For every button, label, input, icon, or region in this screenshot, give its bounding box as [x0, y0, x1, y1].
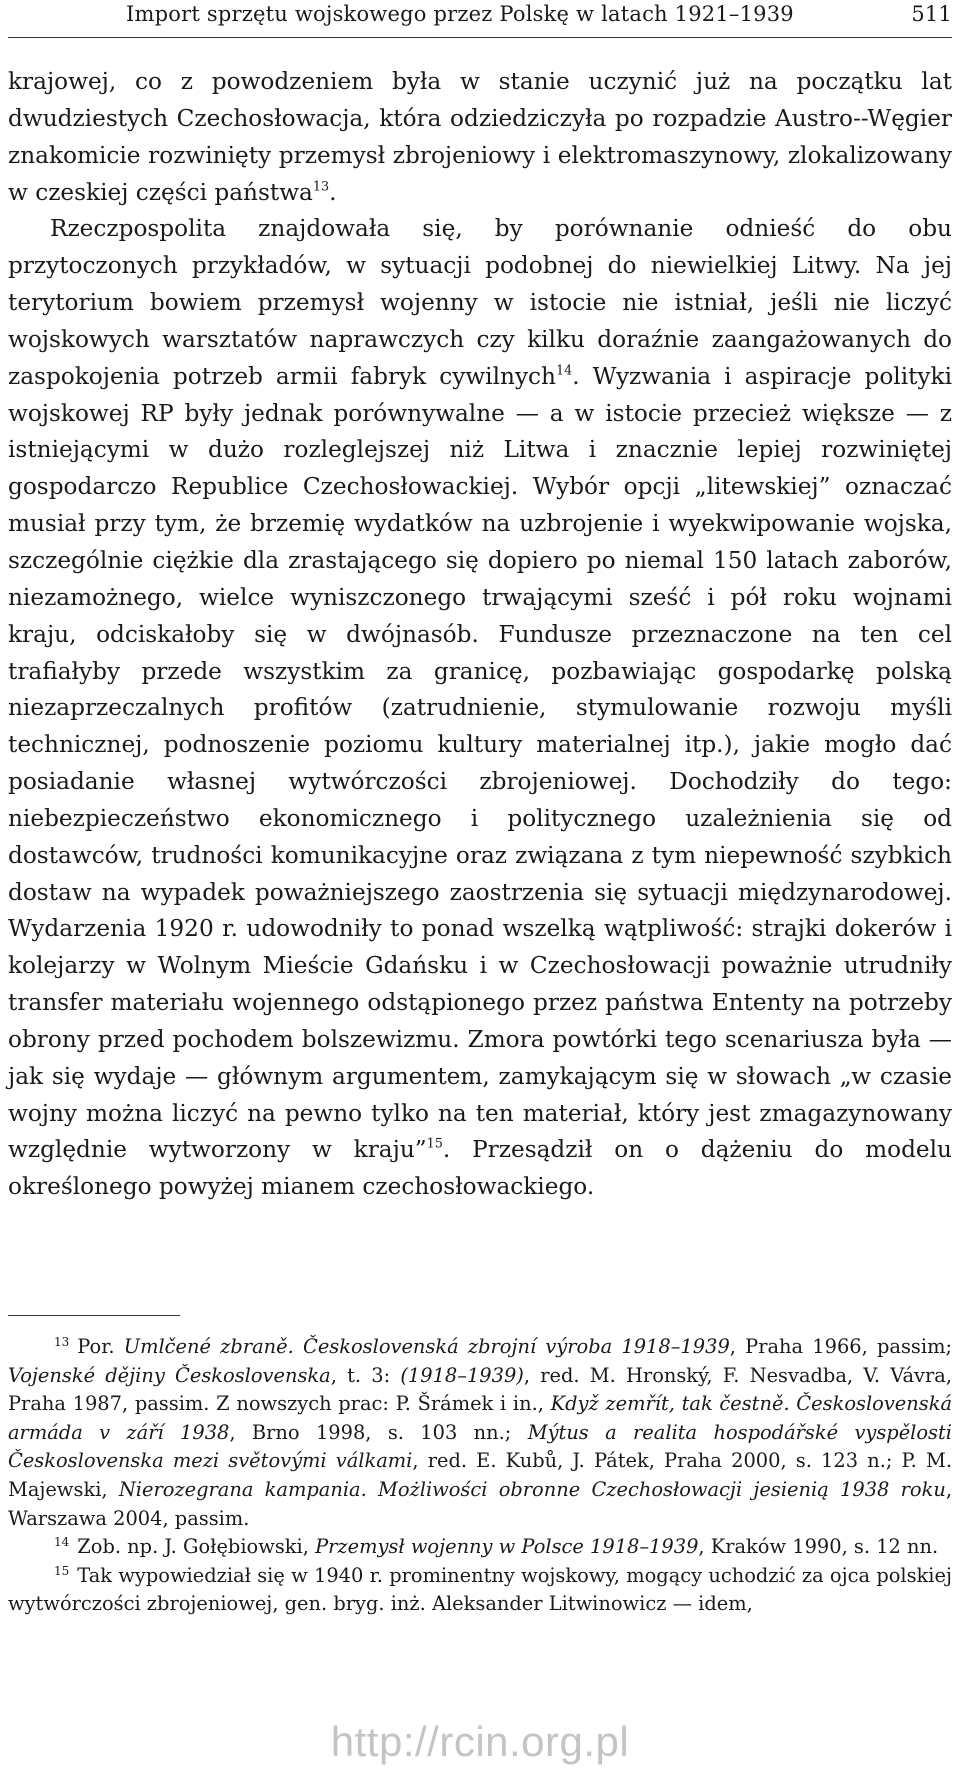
paragraph-1-tail: .: [329, 178, 337, 206]
footnote-13: [8, 1333, 952, 1533]
watermark-url: http://rcin.org.pl: [330, 1718, 630, 1765]
footnote-title: Když zemřít, tak čestně. Československá armáda v září 1938: [8, 1392, 952, 1444]
footnote-14: [8, 1533, 952, 1562]
footnote-text: , red. E. Kubů, J. Pátek, Praha 2000, s. 123 n.; P. M. Majewski,: [8, 1449, 952, 1501]
paragraph-2-segment-3: . Przesądził on o dążeniu do modelu określonego powyżej mianem czechosłowackiego.: [8, 1136, 952, 1201]
footnote-text: , red. M. Hronský, F. Nesvadba, V. Vávra, Praha 1987, passim. Z nowszych prac: P. Šrámek i in.,: [8, 1363, 952, 1416]
page-number: 511: [911, 2, 952, 26]
footnote-title: Nierozegrana kampania. Możliwości obronne Czechosłowacji jesienią 1938 roku: [118, 1477, 946, 1501]
footnote-15: [8, 1562, 952, 1619]
footnote-title: Przemysł wojenny w Polsce 1918–1939: [315, 1535, 699, 1559]
footnote-number: 13: [54, 1334, 70, 1349]
footnote-title: Umlčené zbraně. Československá zbrojní výroba 1918–1939: [123, 1335, 730, 1358]
footnote-text: , t. 3:: [330, 1363, 401, 1387]
footnote-text: , Brno 1998, s. 103 nn.;: [229, 1420, 528, 1444]
paragraph-2: [8, 211, 952, 1206]
paragraph-2-segment-2: . Wyzwania i aspiracje polityki wojskowej RP były jednak porównywalne — a w istocie przecież większe — z istniejącymi w dużo rozleglejszej niż Litwa i znacznie lepiej rozwiniętej gospodarczo Republice Czechosłowackiej. Wybór opcji „litewskiej” oznaczać musiał przy tym, że brzemię wydatków na uzbrojenie i wyekwipowanie wojska, szczególnie ciężkie dla zrastającego się dopiero po niemal 150 latach zaborów, niezamożnego, wielce wyniszczonego trwającymi sześć i pół roku wojnami kraju, odciskałoby się w dwójnasób. Fundusze przeznaczone na ten cel trafiałyby przede wszystkim za granicę, pozbawiając gospodarkę polską niezaprzeczalnych profitów (zatrudnienie, stymulowanie rozwoju myśli technicznej, podnoszenie poziomu kultury materialnej itp.), jakie mogło dać posiadanie własnej wytwórczości zbrojeniowej. Dochodziły do tego: niebezpieczeństwo ekonomicznego i politycznego uzależnienia się od dostawców, trudności komunikacyjne oraz związana z tym niepewność szybkich dostaw na wypadek poważniejszego zaostrzenia się sytuacji międzynarodowej. Wydarzenia 1920 r. udowodniły to ponad wszelką wątpliwość: strajki dokerów i kolejarzy w Wolnym Mieście Gdańsku i w Czechosłowacji poważnie utrudniły transfer materiału wojennego odstąpionego przez państwa Ententy na potrzeby obrony przed pochodem bolszewizmu. Zmora powtórki tego scenariusza była — jak się wydaje — głównym argumentem, zamykającym się w słowach „w czasie wojny można liczyć na pewno tylko na ten materiał, który jest zmagazynowany względnie wytworzony w kraju”: [8, 362, 952, 1164]
footnote-text: , Warszawa 2004, passim.: [8, 1477, 952, 1530]
footnote-number: 14: [54, 1534, 70, 1549]
footnote-number: 15: [54, 1563, 70, 1578]
paragraph-1: [8, 64, 952, 211]
footnote-text: Zob. np. J. Gołębiowski,: [77, 1535, 316, 1559]
main-text: [8, 64, 952, 1206]
running-title: Import sprzętu wojskowego przez Polskę w latach 1921–1939: [126, 2, 794, 26]
footnote-text: Tak wypowiedział się w 1940 r. prominentny wojskowy, mogący uchodzić za ojca polskiej wytwórczości zbrojeniowej, gen. bryg. inż. Aleksander Litwinowicz — idem,: [8, 1563, 952, 1616]
footnote-ref-15[interactable]: 15: [426, 1136, 443, 1152]
header-rule: [8, 37, 952, 38]
footnote-ref-13[interactable]: 13: [312, 178, 330, 194]
footnote-separator: [8, 1315, 180, 1316]
footnote-text: , Kraków 1990, s. 12 nn.: [698, 1535, 939, 1559]
footnotes: [8, 1333, 952, 1619]
footnote-text: Por.: [77, 1335, 124, 1358]
paragraph-1-text: krajowej, co z powodzeniem była w stanie uczynić już na początku lat dwudziestych Czechosłowacja, która odziedziczyła po rozpadzie Austro--Węgier znakomicie rozwinięty przemysł zbrojeniowy i elektromaszynowy, zlokalizowany w czeskiej części państwa: [8, 68, 952, 206]
footnote-title: (1918–1939): [400, 1363, 524, 1387]
footnote-title: Mýtus a realita hospodářské vyspělosti Československa mezi světovými válkami: [8, 1420, 953, 1473]
paragraph-2-segment-1: Rzeczpospolita znajdowała się, by porównanie odnieść do obu przytoczonych przykładów, w sytuacji podobnej do niewielkiej Litwy. Na jej terytorium bowiem przemysł wojenny w istocie nie istniał, jeśli nie liczyć wojskowych warsztatów naprawczych czy kilku doraźnie zaangażowanych do zaspokojenia potrzeb armii fabryk cywilnych: [8, 215, 952, 390]
footnote-text: , Praha 1966, passim;: [729, 1335, 952, 1358]
footnote-ref-14[interactable]: 14: [555, 363, 573, 379]
running-header: [8, 2, 952, 32]
footnote-title: Vojenské dějiny Československa: [8, 1363, 331, 1387]
